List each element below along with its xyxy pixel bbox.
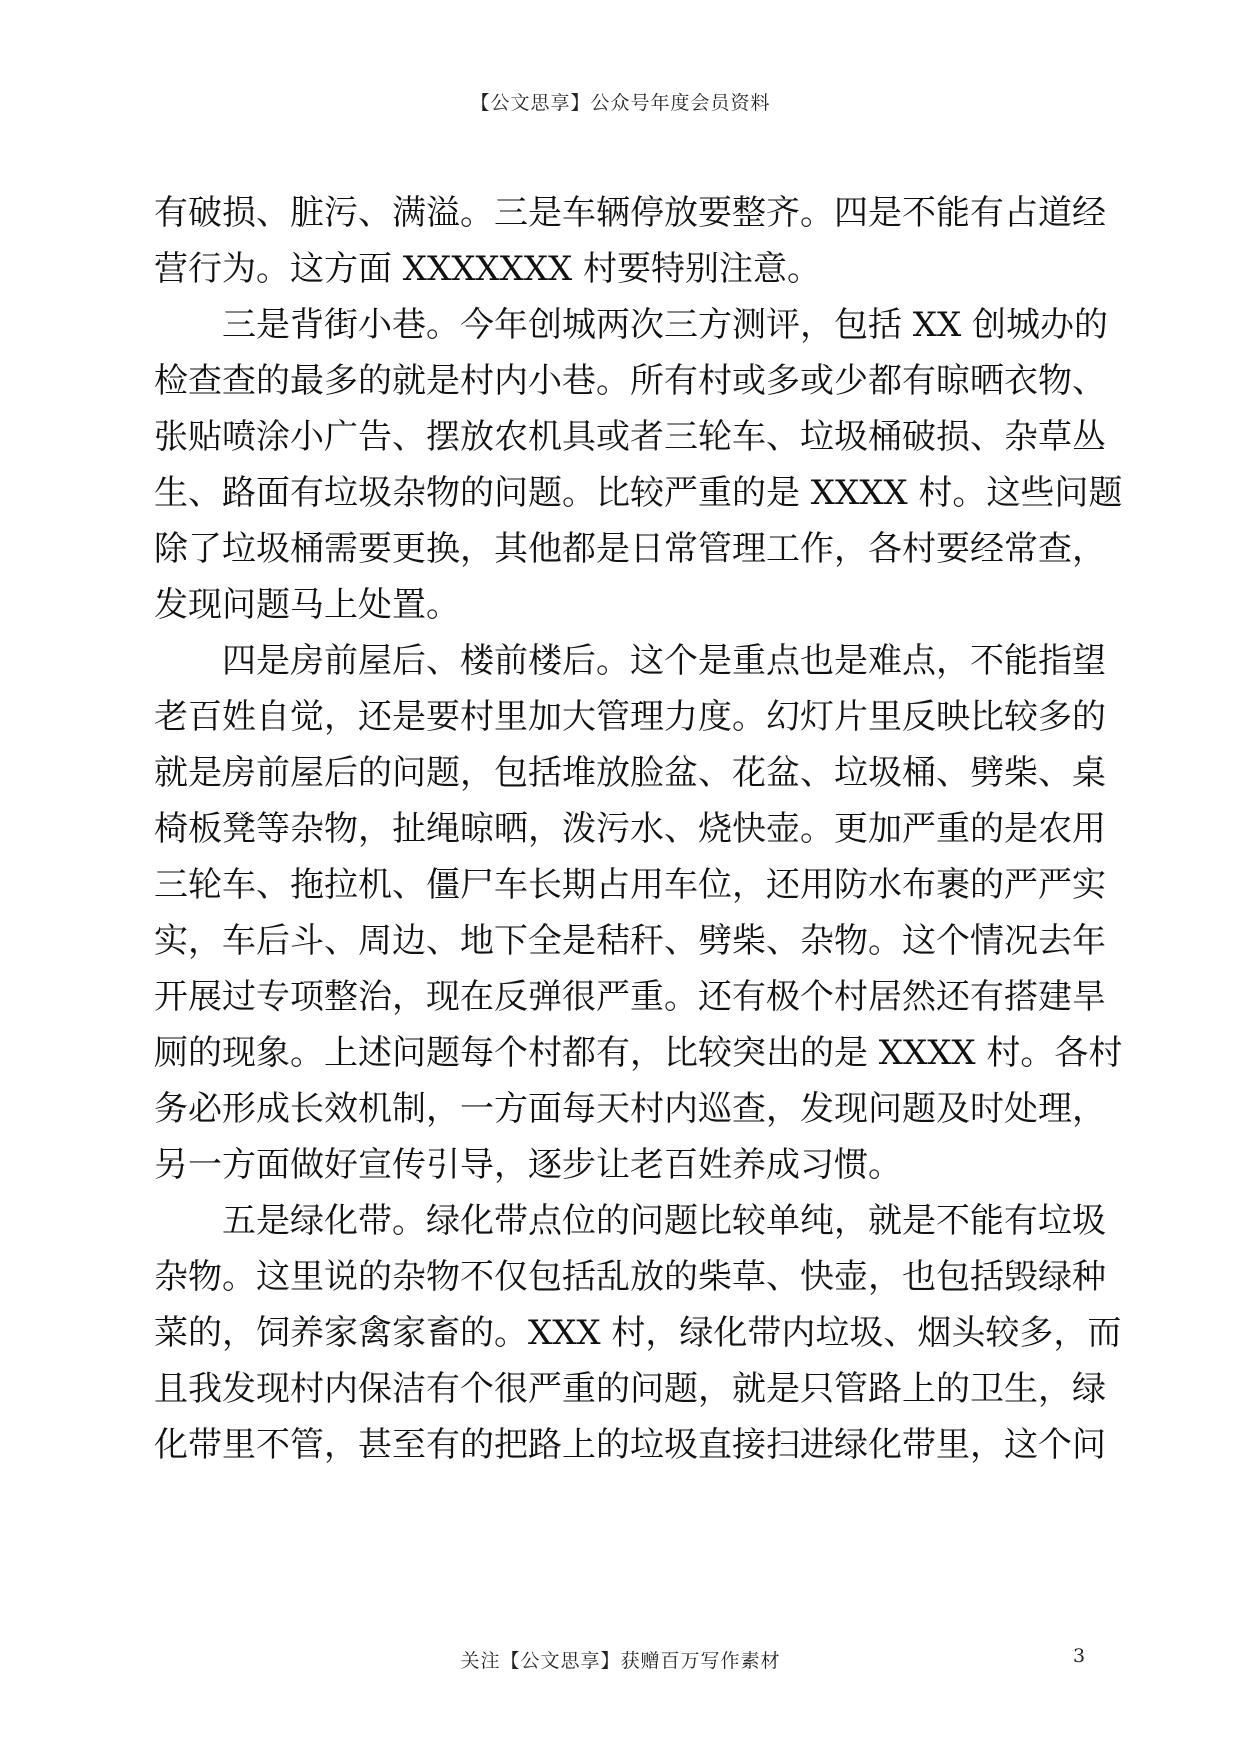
text-line: 张贴喷涂小广告、摆放农机具或者三轮车、垃圾桶破损、杂草丛	[154, 417, 1106, 457]
text-line: 另一方面做好宣传引导，逐步让老百姓养成习惯。	[154, 1145, 902, 1185]
text-line: 椅板凳等杂物，扯绳晾晒，泼污水、烧快壶。更加严重的是农用	[154, 809, 1106, 849]
text-line: 杂物。这里说的杂物不仅包括乱放的柴草、快壶，也包括毁绿种	[154, 1257, 1106, 1297]
text-line: 发现问题马上处置。	[154, 585, 460, 625]
text-line: 老百姓自觉，还是要村里加大管理力度。幻灯片里反映比较多的	[154, 697, 1106, 737]
text-line: 务必形成长效机制，一方面每天村内巡查，发现问题及时处理，	[154, 1089, 1106, 1129]
text-line: 厕的现象。上述问题每个村都有，比较突出的是 XXXX 村。各村	[154, 1033, 1123, 1073]
paragraph-start-line: 三是背街小巷。今年创城两次三方测评，包括 XX 创城办的	[222, 305, 1109, 345]
text-line: 菜的，饲养家禽家畜的。XXX 村，绿化带内垃圾、烟头较多，而	[154, 1313, 1122, 1353]
text-line: 三轮车、拖拉机、僵尸车长期占用车位，还用防水布裹的严严实	[154, 865, 1106, 905]
text-line: 化带里不管，甚至有的把路上的垃圾直接扫进绿化带里，这个问	[154, 1425, 1106, 1465]
page-header: 【公文思享】公众号年度会员资料	[470, 92, 771, 114]
text-line: 开展过专项整治，现在反弹很严重。还有极个村居然还有搭建旱	[154, 977, 1106, 1017]
text-line: 营行为。这方面 XXXXXXX 村要特别注意。	[154, 249, 822, 289]
text-line: 实，车后斗、周边、地下全是秸秆、劈柴、杂物。这个情况去年	[154, 921, 1106, 961]
page-footer: 关注【公文思享】获赠百万写作素材	[460, 1650, 781, 1672]
text-line: 生、路面有垃圾杂物的问题。比较严重的是 XXXX 村。这些问题	[154, 473, 1123, 513]
paragraph-start-line: 四是房前屋后、楼前楼后。这个是重点也是难点，不能指望	[222, 641, 1106, 681]
text-line: 检查查的最多的就是村内小巷。所有村或多或少都有晾晒衣物、	[154, 361, 1106, 401]
text-line: 有破损、脏污、满溢。三是车辆停放要整齐。四是不能有占道经	[154, 193, 1106, 233]
text-line: 且我发现村内保洁有个很严重的问题，就是只管路上的卫生，绿	[154, 1369, 1106, 1409]
text-line: 就是房前屋后的问题，包括堆放脸盆、花盆、垃圾桶、劈柴、桌	[154, 753, 1106, 793]
text-line: 除了垃圾桶需要更换，其他都是日常管理工作，各村要经常查，	[154, 529, 1106, 569]
body-text	[154, 193, 1123, 1484]
paragraph-start-line: 五是绿化带。绿化带点位的问题比较单纯，就是不能有垃圾	[222, 1201, 1106, 1241]
page-number: 3	[1073, 1645, 1086, 1667]
